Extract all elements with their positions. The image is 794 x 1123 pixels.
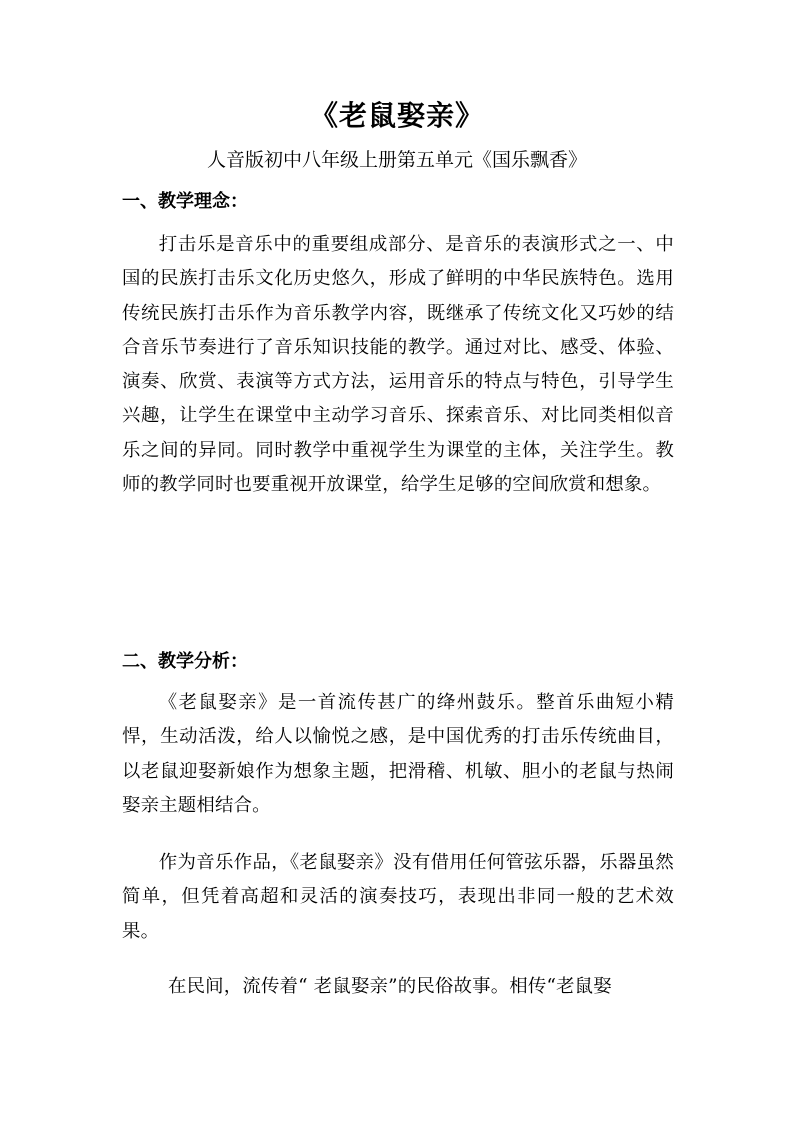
document-title: 《老鼠娶亲》 [309, 99, 484, 132]
document-subtitle: 人音版初中八年级上册第五单元《国乐飘香》 [206, 149, 587, 171]
paragraph-analysis-1: 《老鼠娶亲》是一首流传甚广的绛州鼓乐。整首乐曲短小精悍，生动活泼，给人以愉悦之感，是中国优秀的打击乐传统曲目，以老鼠迎娶新娘作为想象主题，把滑稽、机敏、胆小的老鼠与热闹娶亲主题相结合。 [122, 692, 674, 816]
paragraph-teaching-philosophy: 打击乐是音乐中的重要组成部分、是音乐的表演形式之一、中国的民族打击乐文化历史悠久，形成了鲜明的中华民族特色。选用传统民族打击乐作为音乐教学内容，既继承了传统文化又巧妙的结合音乐节奏进行了音乐知识技能的教学。通过对比、感受、体验、演奏、欣赏、表演等方式方法，运用音乐的特点与特色，引导学生兴趣，让学生在课堂中主动学习音乐、探索音乐、对比同类相似音乐之间的异同。同时教学中重视学生为课堂的主体，关注学生。教师的教学同时也要重视开放课堂，给学生足够的空间欣赏和想象。 [122, 234, 674, 496]
paragraph-analysis-3: 在民间，流传着“ 老鼠娶亲”的民俗故事。相传“老鼠娶 [168, 976, 612, 997]
paragraph-analysis-2: 作为音乐作品，《老鼠娶亲》没有借用任何管弦乐器，乐器虽然简单，但凭着高超和灵活的演奏技巧，表现出非同一般的艺术效果。 [122, 852, 674, 942]
section-heading-teaching-analysis: 二、教学分析： [122, 651, 248, 672]
section-heading-teaching-philosophy: 一、教学理念： [122, 191, 248, 212]
